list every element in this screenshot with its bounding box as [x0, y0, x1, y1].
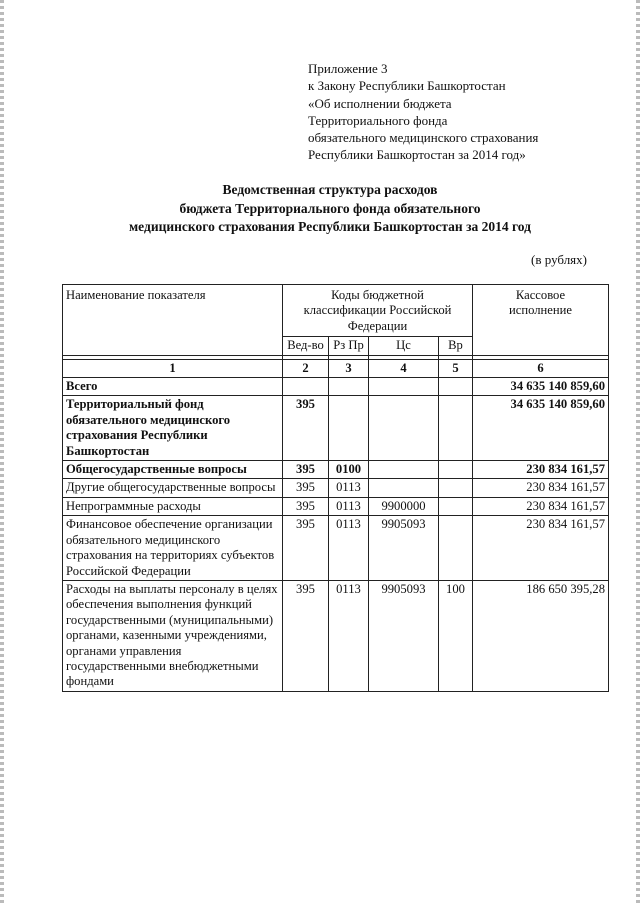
- header-name: Наименование показателя: [63, 285, 283, 356]
- header-exec: Кассовое исполнение: [473, 285, 609, 356]
- row-rz: 0100: [329, 461, 369, 479]
- header-vr: Вр: [439, 337, 473, 355]
- row-ved: 395: [283, 580, 329, 691]
- row-name: Непрограммные расходы: [63, 497, 283, 515]
- annex-line: Территориального фонда: [308, 112, 448, 128]
- row-ved: 395: [283, 479, 329, 497]
- column-number: 3: [329, 359, 369, 377]
- row-rz: 0113: [329, 479, 369, 497]
- row-rz: 0113: [329, 580, 369, 691]
- row-name: Финансовое обеспечение организации обязательного медицинского страхования на территориях субъектов Российской Федерации: [63, 516, 283, 581]
- header-rz: Рз Пр: [329, 337, 369, 355]
- row-ved: 395: [283, 497, 329, 515]
- row-rz: [329, 378, 369, 396]
- scan-edge-left: [0, 0, 4, 905]
- column-number-row: [63, 359, 609, 377]
- annex-line: «Об исполнении бюджета: [308, 95, 452, 111]
- title-line: медицинского страхования Республики Башкортостан за 2014 год: [128, 219, 531, 234]
- title-line: бюджета Территориального фонда обязательного: [179, 200, 481, 216]
- row-cs: 9900000: [369, 497, 439, 515]
- row-vr: [439, 461, 473, 479]
- row-name: Территориальный фонд обязательного медицинского страхования Республики Башкортостан: [63, 396, 283, 461]
- table-row: [63, 461, 609, 479]
- column-number: 4: [369, 359, 439, 377]
- row-vr: 100: [439, 580, 473, 691]
- row-vr: [439, 396, 473, 461]
- expenditure-table: [62, 284, 609, 692]
- table-row: [63, 378, 609, 396]
- row-name: Другие общегосударственные вопросы: [63, 479, 283, 497]
- annex-line: к Закону Республики Башкортостан: [308, 78, 506, 94]
- row-cs: 9905093: [369, 580, 439, 691]
- title-line: Ведомственная структура расходов: [222, 182, 438, 197]
- table-row: [63, 497, 609, 515]
- table-row: [63, 479, 609, 497]
- scan-edge-right: [636, 0, 640, 905]
- row-cs: [369, 479, 439, 497]
- column-number: 6: [473, 359, 609, 377]
- document-title: [60, 181, 600, 237]
- annex-line: обязательного медицинского страхования: [308, 130, 539, 146]
- row-amount: 230 834 161,57: [473, 497, 609, 515]
- row-ved: 395: [283, 461, 329, 479]
- annex-line: Приложение 3: [308, 61, 388, 76]
- row-amount: 186 650 395,28: [473, 580, 609, 691]
- row-vr: [439, 479, 473, 497]
- units-label: (в рублях): [531, 252, 587, 267]
- row-amount: 230 834 161,57: [473, 461, 609, 479]
- row-cs: [369, 461, 439, 479]
- column-number: 5: [439, 359, 473, 377]
- table-row: [63, 580, 609, 691]
- table-row: [63, 516, 609, 581]
- header-ved: Вед-во: [283, 337, 329, 355]
- row-cs: 9905093: [369, 516, 439, 581]
- row-amount: 34 635 140 859,60: [473, 378, 609, 396]
- column-number: 2: [283, 359, 329, 377]
- table-row: [63, 396, 609, 461]
- row-cs: [369, 396, 439, 461]
- row-vr: [439, 378, 473, 396]
- row-cs: [369, 378, 439, 396]
- row-rz: [329, 396, 369, 461]
- row-name: Всего: [63, 378, 283, 396]
- row-vr: [439, 497, 473, 515]
- row-amount: 230 834 161,57: [473, 479, 609, 497]
- header-cs: Цс: [369, 337, 439, 355]
- row-ved: [283, 378, 329, 396]
- row-name: Общегосударственные вопросы: [63, 461, 283, 479]
- annex-line: Республики Башкортостан за 2014 год»: [308, 147, 526, 163]
- row-amount: 230 834 161,57: [473, 516, 609, 581]
- row-ved: 395: [283, 396, 329, 461]
- column-number: 1: [63, 359, 283, 377]
- row-vr: [439, 516, 473, 581]
- annex-note: [308, 60, 618, 164]
- header-codes: Коды бюджетной классификации Российской Федерации: [283, 285, 473, 337]
- row-rz: 0113: [329, 497, 369, 515]
- row-name: Расходы на выплаты персоналу в целях обеспечения выполнения функций государственными (муниципальными) органами, казенными учреждениями, органами управления государственными внебюджетными фондами: [63, 580, 283, 691]
- row-rz: 0113: [329, 516, 369, 581]
- header-row: [63, 285, 609, 337]
- row-ved: 395: [283, 516, 329, 581]
- row-amount: 34 635 140 859,60: [473, 396, 609, 461]
